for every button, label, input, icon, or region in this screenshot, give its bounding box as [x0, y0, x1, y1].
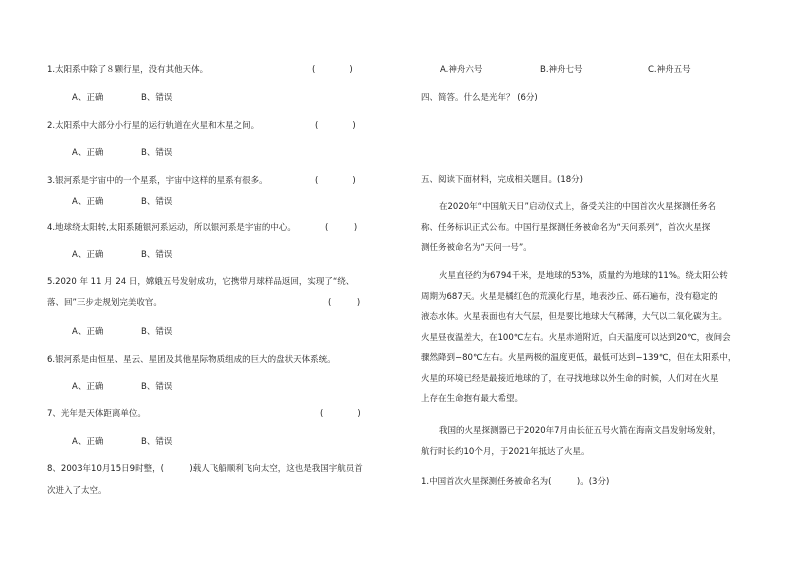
question-1-option-a: A、正确: [72, 93, 104, 103]
question-4-option-a: A、正确: [72, 250, 104, 260]
question-4-answer-blank: ( ): [325, 223, 358, 233]
paragraph-2-line-2: 周期为687天。火星是橘红色的荒漠化行星，地表沙丘、砾石遍布，没有稳定的: [421, 291, 718, 302]
paragraph-3-line-1: 我国的火星探测器已于2020年7月由长征五号火箭在海南文昌发射场发射，: [439, 426, 722, 436]
section-4-heading: 四、简答。什么是光年？ (6分): [421, 93, 538, 103]
reading-question-1: 1.中国首次火星探测任务被命名为( )。(3分): [421, 477, 610, 487]
question-3-option-b: B、错误: [141, 197, 173, 207]
question-8-text-line1: [47, 463, 363, 475]
paragraph-3-line-2: 航行时长约10个月，于2021年抵达了火星。: [421, 446, 590, 457]
paragraph-2-line-3: 液态水体。火星表面也有大气层，但是要比地球大气稀薄，大气以二氧化碳为主。: [421, 312, 728, 322]
question-7-option-b: B、错误: [141, 437, 173, 447]
question-5-text-line2: 落、回”三步走规划完美收官。: [47, 298, 162, 308]
paragraph-2-line-4: 火星昼夜温差大，在100℃左右。火星赤道附近，白天温度可以达到20℃，夜间会: [421, 332, 731, 343]
question-2-option-b: B、错误: [141, 148, 173, 158]
paragraph-1-line-3: 测任务被命名为“天问一号”。: [421, 243, 532, 253]
section-5-heading: 五、阅读下面材料，完成相关题目。(18分): [421, 175, 583, 185]
question-8-answer-blank: ( ): [160, 464, 193, 474]
reading-paragraph-1: [421, 197, 716, 259]
question-5-text-line1: 5.2020 年 11 月 24 日，嫦娥五号发射成功，它携带月球样品返回，实现了“绕、: [47, 277, 355, 287]
paragraph-2-line-5: 骤然降到−80℃左右。火星两极的温度更低，最低可达到−139℃，但在太阳系中，: [421, 353, 737, 363]
question-4-text: 4.地球绕太阳转,太阳系随银河系运动，所以银河系是宇宙的中心。: [47, 223, 296, 233]
question-3-option-a: A、正确: [72, 197, 104, 207]
question-8-text-part1: 8、2003年10月15日9时整，: [47, 464, 161, 474]
paragraph-2-line-1: 火星直径约为6794千米，是地球的53%，质量约为地球的11%。绕太阳公转: [439, 271, 728, 281]
paragraph-2-line-7: 上存在生命抱有最大希望。: [421, 394, 524, 404]
paragraph-1-line-1: 在2020年“中国航天日”启动仪式上，备受关注的中国首次火星探测任务名: [439, 202, 716, 212]
question-8-text-line2: 次进入了太空。: [47, 486, 107, 496]
question-5-option-b: B、错误: [141, 327, 173, 337]
question-3-text: 3.银河系是宇宙中的一个星系，宇宙中这样的星系有很多。: [47, 176, 268, 186]
question-1-option-b: B、错误: [141, 93, 173, 103]
reading-paragraph-2: [421, 266, 736, 410]
question-8-option-c: C.神舟五号: [648, 65, 691, 75]
question-4-option-b: B、错误: [141, 250, 173, 260]
question-6-option-b: B、错误: [141, 382, 173, 392]
question-6-text: 6.银河系是由恒星、星云、星团及其他星际物质组成的巨大的盘状天体系统。: [47, 355, 336, 365]
question-5-option-a: A、正确: [72, 327, 104, 337]
paragraph-1-line-2: 称、任务标识正式公布。中国行星探测任务被命名为“天问系列”，首次火星探: [421, 222, 711, 233]
question-7-text: 7、光年是天体距离单位。: [47, 409, 146, 419]
question-1-answer-blank: ( ): [312, 65, 353, 75]
question-8-option-b: B.神舟七号: [540, 65, 583, 75]
question-5-answer-blank: ( ): [328, 298, 361, 308]
reading-paragraph-3: [421, 421, 721, 462]
question-8-text-part2: 载人飞船顺利飞向太空，这也是我国宇航员首: [192, 464, 363, 474]
question-6-option-a: A、正确: [72, 382, 104, 392]
question-8-option-a: A.神舟六号: [440, 65, 483, 75]
question-7-answer-blank: ( ): [320, 409, 361, 419]
question-2-answer-blank: ( ): [315, 121, 356, 131]
paragraph-2-line-6: 火星的环境已经是最接近地球的了，在寻找地球以外生命的时候，人们对在火星: [421, 373, 719, 384]
question-2-option-a: A、正确: [72, 148, 104, 158]
question-1-text: 1.太阳系中除了８颗行星，没有其他天体。: [47, 65, 209, 75]
question-2-text: 2.太阳系中大部分小行星的运行轨道在火星和木星之间。: [47, 121, 260, 131]
question-3-answer-blank: ( ): [315, 176, 356, 186]
question-7-option-a: A、正确: [72, 437, 104, 447]
